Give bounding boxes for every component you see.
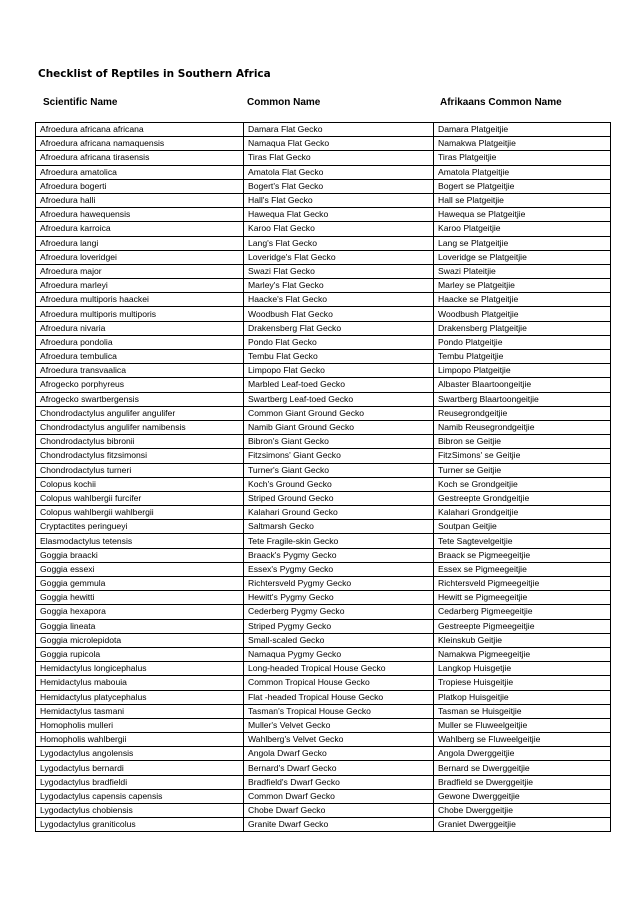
afrikaans-name-cell: Hall se Platgeitjie [434,193,611,207]
common-name-cell: Tasman's Tropical House Gecko [244,704,434,718]
column-header-common-name: Common Name [247,97,321,108]
afrikaans-name-cell: Tete Sagtevelgeitjie [434,534,611,548]
scientific-name-cell: Afroedura hawequensis [36,208,244,222]
table-row [36,804,611,818]
table-row [36,435,611,449]
table-row [36,690,611,704]
afrikaans-name-cell: Koch se Grondgeitjie [434,477,611,491]
common-name-cell: Granite Dwarf Gecko [244,818,434,832]
afrikaans-name-cell: Kalahari Grondgeitjie [434,506,611,520]
afrikaans-name-cell: Langkop Huisgetjie [434,662,611,676]
afrikaans-name-cell: Muller se Fluweelgeitjie [434,718,611,732]
table-row [36,208,611,222]
table-row [36,350,611,364]
afrikaans-name-cell: Wahlberg se Fluweelgeitjie [434,733,611,747]
scientific-name-cell: Homopholis wahlbergii [36,733,244,747]
scientific-name-cell: Afroedura langi [36,236,244,250]
common-name-cell: Swazi Flat Gecko [244,264,434,278]
column-header-scientific-name: Scientific Name [43,97,118,108]
table-row [36,477,611,491]
scientific-name-cell: Chondrodactylus fitzsimonsi [36,449,244,463]
scientific-name-cell: Afroedura transvaalica [36,364,244,378]
common-name-cell: Marbled Leaf-toed Gecko [244,378,434,392]
scientific-name-cell: Hemidactylus tasmani [36,704,244,718]
scientific-name-cell: Chondrodactylus angulifer namibensis [36,420,244,434]
afrikaans-name-cell: Tasman se Huisgeitjie [434,704,611,718]
common-name-cell: Amatola Flat Gecko [244,165,434,179]
common-name-cell: Marley's Flat Gecko [244,279,434,293]
common-name-cell: Angola Dwarf Gecko [244,747,434,761]
common-name-cell: Haacke's Flat Gecko [244,293,434,307]
scientific-name-cell: Afroedura africana namaquensis [36,137,244,151]
afrikaans-name-cell: Marley se Platgeitjie [434,279,611,293]
table-row [36,250,611,264]
common-name-cell: Lang's Flat Gecko [244,236,434,250]
afrikaans-name-cell: Drakensberg Platgeitjie [434,321,611,335]
common-name-cell: Loveridge's Flat Gecko [244,250,434,264]
common-name-cell: Namaqua Pygmy Gecko [244,647,434,661]
afrikaans-name-cell: Woodbush Platgeitjie [434,307,611,321]
afrikaans-name-cell: Graniet Dwerggeitjie [434,818,611,832]
table-row [36,137,611,151]
common-name-cell: Hewitt's Pygmy Gecko [244,591,434,605]
afrikaans-name-cell: Swazi Plateitjie [434,264,611,278]
scientific-name-cell: Afrogecko porphyreus [36,378,244,392]
common-name-cell: Bernard's Dwarf Gecko [244,761,434,775]
afrikaans-name-cell: Tembu Platgeitjie [434,350,611,364]
scientific-name-cell: Lygodactylus angolensis [36,747,244,761]
scientific-name-cell: Afroedura africana africana [36,123,244,137]
scientific-name-cell: Hemidactylus platycephalus [36,690,244,704]
common-name-cell: Namaqua Flat Gecko [244,137,434,151]
afrikaans-name-cell: Albaster Blaartoongeitjie [434,378,611,392]
table-row [36,718,611,732]
table-row [36,704,611,718]
common-name-cell: Limpopo Flat Gecko [244,364,434,378]
table-row [36,605,611,619]
common-name-cell: Namib Giant Ground Gecko [244,420,434,434]
scientific-name-cell: Chondrodactylus angulifer angulifer [36,406,244,420]
table-row [36,577,611,591]
common-name-cell: Bogert's Flat Gecko [244,179,434,193]
scientific-name-cell: Afroedura amatolica [36,165,244,179]
scientific-name-cell: Chondrodactylus bibronii [36,435,244,449]
table-row [36,151,611,165]
afrikaans-name-cell: Tropiese Huisgeitjie [434,676,611,690]
afrikaans-name-cell: Gewone Dwerggeitjie [434,789,611,803]
scientific-name-cell: Lygodactylus capensis capensis [36,789,244,803]
common-name-cell: Koch's Ground Gecko [244,477,434,491]
scientific-name-cell: Goggia rupicola [36,647,244,661]
scientific-name-cell: Hemidactylus mabouia [36,676,244,690]
table-row [36,818,611,832]
afrikaans-name-cell: Bogert se Platgeitjie [434,179,611,193]
scientific-name-cell: Afroedura halli [36,193,244,207]
table-row [36,463,611,477]
afrikaans-name-cell: Bernard se Dwerggeitjie [434,761,611,775]
table-row [36,165,611,179]
common-name-cell: Long-headed Tropical House Gecko [244,662,434,676]
afrikaans-name-cell: Cedarberg Pigmeegeitjie [434,605,611,619]
reptile-checklist-table [35,122,611,832]
scientific-name-cell: Afroedura multiporis multiporis [36,307,244,321]
table-row [36,179,611,193]
common-name-cell: Braack's Pygmy Gecko [244,548,434,562]
common-name-cell: Small-scaled Gecko [244,633,434,647]
scientific-name-cell: Goggia hexapora [36,605,244,619]
table-row [36,307,611,321]
scientific-name-cell: Goggia microlepidota [36,633,244,647]
scientific-name-cell: Afrogecko swartbergensis [36,392,244,406]
table-row [36,633,611,647]
table-row [36,449,611,463]
afrikaans-name-cell: Amatola Platgeitjie [434,165,611,179]
table-row [36,520,611,534]
scientific-name-cell: Lygodactylus chobiensis [36,804,244,818]
table-row [36,364,611,378]
table-row [36,647,611,661]
scientific-name-cell: Colopus kochii [36,477,244,491]
afrikaans-name-cell: Richtersveld Pigmeegeitjie [434,577,611,591]
afrikaans-name-cell: Hewitt se Pigmeegeitjie [434,591,611,605]
afrikaans-name-cell: Bibron se Geitjie [434,435,611,449]
afrikaans-name-cell: Damara Platgeitjie [434,123,611,137]
table-row [36,562,611,576]
scientific-name-cell: Colopus wahlbergii furcifer [36,491,244,505]
table-row [36,548,611,562]
common-name-cell: Hawequa Flat Gecko [244,208,434,222]
afrikaans-name-cell: Pondo Platgeitjie [434,335,611,349]
scientific-name-cell: Afroedura africana tirasensis [36,151,244,165]
scientific-name-cell: Afroedura loveridgei [36,250,244,264]
table-row [36,392,611,406]
common-name-cell: Fitzsimons' Giant Gecko [244,449,434,463]
scientific-name-cell: Chondrodactylus turneri [36,463,244,477]
common-name-cell: Bibron's Giant Gecko [244,435,434,449]
table-row [36,279,611,293]
scientific-name-cell: Lygodactylus bernardi [36,761,244,775]
scientific-name-cell: Homopholis mulleri [36,718,244,732]
scientific-name-cell: Goggia hewitti [36,591,244,605]
common-name-cell: Drakensberg Flat Gecko [244,321,434,335]
scientific-name-cell: Elasmodactylus tetensis [36,534,244,548]
table-row [36,293,611,307]
column-header-afrikaans-common-name: Afrikaans Common Name [440,97,562,108]
afrikaans-name-cell: FitzSimons' se Geitjie [434,449,611,463]
common-name-cell: Tembu Flat Gecko [244,350,434,364]
afrikaans-name-cell: Loveridge se Platgeitjie [434,250,611,264]
afrikaans-name-cell: Platkop Huisgeitjie [434,690,611,704]
afrikaans-name-cell: Tiras Platgeitjie [434,151,611,165]
table-row [36,676,611,690]
common-name-cell: Woodbush Flat Gecko [244,307,434,321]
scientific-name-cell: Lygodactylus graniticolus [36,818,244,832]
common-name-cell: Essex's Pygmy Gecko [244,562,434,576]
table-row [36,775,611,789]
table-row [36,534,611,548]
common-name-cell: Wahlberg's Velvet Gecko [244,733,434,747]
table-row [36,789,611,803]
afrikaans-name-cell: Turner se Geitjie [434,463,611,477]
table-row [36,236,611,250]
table-row [36,619,611,633]
common-name-cell: Hall's Flat Gecko [244,193,434,207]
afrikaans-name-cell: Hawequa se Platgeitjie [434,208,611,222]
afrikaans-name-cell: Chobe Dwerggeitjie [434,804,611,818]
common-name-cell: Bradfield's Dwarf Gecko [244,775,434,789]
table-row [36,378,611,392]
table-row [36,747,611,761]
scientific-name-cell: Lygodactylus bradfieldi [36,775,244,789]
document-title: Checklist of Reptiles in Southern Africa [38,68,271,80]
table-body [36,123,611,832]
afrikaans-name-cell: Lang se Platgeitjie [434,236,611,250]
table-row [36,321,611,335]
afrikaans-name-cell: Namib Reusegrondgeitjie [434,420,611,434]
common-name-cell: Tiras Flat Gecko [244,151,434,165]
common-name-cell: Pondo Flat Gecko [244,335,434,349]
table-row [36,123,611,137]
common-name-cell: Richtersveld Pygmy Gecko [244,577,434,591]
scientific-name-cell: Afroedura major [36,264,244,278]
common-name-cell: Chobe Dwarf Gecko [244,804,434,818]
table-row [36,491,611,505]
table-row [36,506,611,520]
scientific-name-cell: Goggia lineata [36,619,244,633]
scientific-name-cell: Afroedura karroica [36,222,244,236]
table-row [36,733,611,747]
afrikaans-name-cell: Namakwa Pigmeegeitjie [434,647,611,661]
common-name-cell: Flat -headed Tropical House Gecko [244,690,434,704]
afrikaans-name-cell: Kleinskub Geitjie [434,633,611,647]
common-name-cell: Common Tropical House Gecko [244,676,434,690]
common-name-cell: Saltmarsh Gecko [244,520,434,534]
table-row [36,406,611,420]
table-row [36,591,611,605]
scientific-name-cell: Afroedura pondolia [36,335,244,349]
table-row [36,264,611,278]
afrikaans-name-cell: Gestreepte Grondgeitjie [434,491,611,505]
afrikaans-name-cell: Swartberg Blaartoongeitjie [434,392,611,406]
common-name-cell: Turner's Giant Gecko [244,463,434,477]
common-name-cell: Striped Ground Gecko [244,491,434,505]
scientific-name-cell: Afroedura multiporis haackei [36,293,244,307]
table-row [36,420,611,434]
afrikaans-name-cell: Braack se Pigmeegeitjie [434,548,611,562]
scientific-name-cell: Afroedura nivaria [36,321,244,335]
afrikaans-name-cell: Soutpan Geitjie [434,520,611,534]
scientific-name-cell: Cryptactites peringueyi [36,520,244,534]
scientific-name-cell: Afroedura marleyi [36,279,244,293]
afrikaans-name-cell: Limpopo Platgeitjie [434,364,611,378]
scientific-name-cell: Colopus wahlbergii wahlbergii [36,506,244,520]
afrikaans-name-cell: Essex se Pigmeegeitjie [434,562,611,576]
scientific-name-cell: Afroedura bogerti [36,179,244,193]
common-name-cell: Swartberg Leaf-toed Gecko [244,392,434,406]
scientific-name-cell: Hemidactylus longicephalus [36,662,244,676]
afrikaans-name-cell: Reusegrondgeitjie [434,406,611,420]
scientific-name-cell: Goggia essexi [36,562,244,576]
common-name-cell: Damara Flat Gecko [244,123,434,137]
table-row [36,335,611,349]
scientific-name-cell: Goggia braacki [36,548,244,562]
afrikaans-name-cell: Haacke se Platgeitjie [434,293,611,307]
table-row [36,761,611,775]
table-row [36,222,611,236]
table-row [36,662,611,676]
scientific-name-cell: Goggia gemmula [36,577,244,591]
common-name-cell: Common Dwarf Gecko [244,789,434,803]
afrikaans-name-cell: Karoo Platgeitjie [434,222,611,236]
common-name-cell: Karoo Flat Gecko [244,222,434,236]
common-name-cell: Cederberg Pygmy Gecko [244,605,434,619]
scientific-name-cell: Afroedura tembulica [36,350,244,364]
afrikaans-name-cell: Gestreepte Pigmeegeitjie [434,619,611,633]
common-name-cell: Muller's Velvet Gecko [244,718,434,732]
table-row [36,193,611,207]
common-name-cell: Striped Pygmy Gecko [244,619,434,633]
afrikaans-name-cell: Angola Dwerggeitjie [434,747,611,761]
common-name-cell: Kalahari Ground Gecko [244,506,434,520]
common-name-cell: Tete Fragile-skin Gecko [244,534,434,548]
afrikaans-name-cell: Bradfield se Dwerggeitjie [434,775,611,789]
afrikaans-name-cell: Namakwa Platgeitjie [434,137,611,151]
common-name-cell: Common Giant Ground Gecko [244,406,434,420]
